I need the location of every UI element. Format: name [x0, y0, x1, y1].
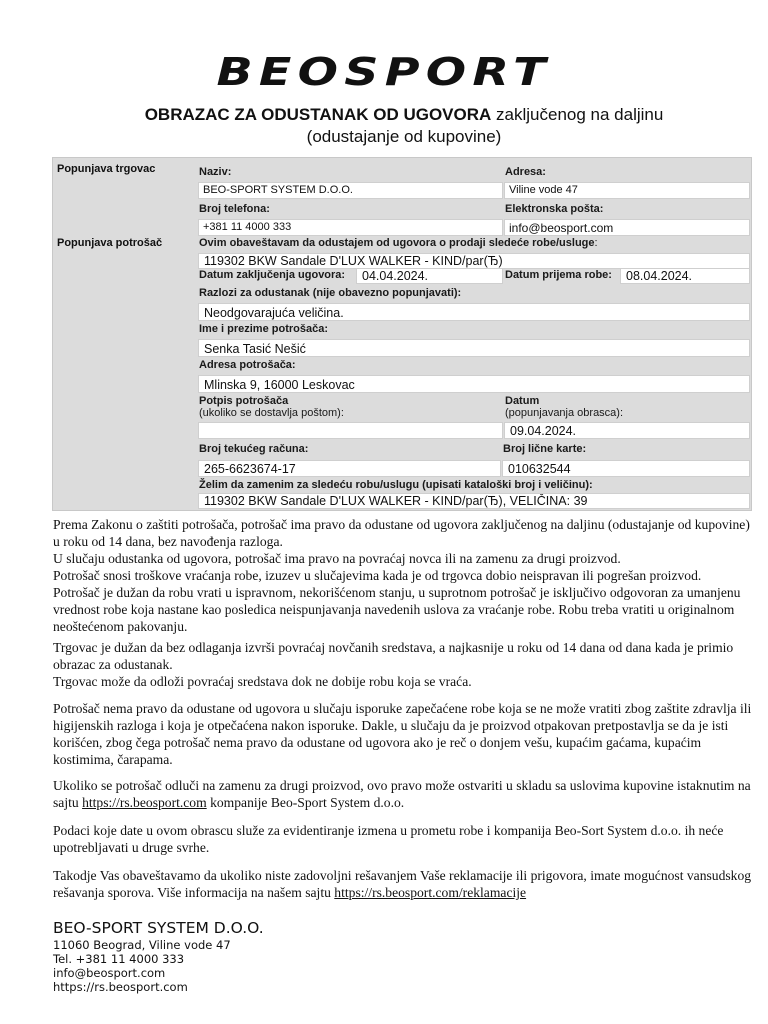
item-field[interactable]: 119302 BKW Sandale D'LUX WALKER - KIND/par(Ђ)	[198, 253, 750, 269]
reason-label: Razlozi za odustanak (nije obavezno popunjavati):	[199, 287, 462, 299]
terms-paragraph: Ukoliko se potrošač odluči na zamenu za drugi proizvod, ovo pravo može ostvariti u skladu sa uslovima kupovine istaknutim na sajtu https://rs.beosport.com kompanije Beo-Sport System d.o.o.	[53, 778, 751, 810]
name-field[interactable]: Senka Tasić Nešić	[198, 339, 750, 357]
name-label: Ime i prezime potrošača:	[199, 323, 328, 335]
adresa-field[interactable]: Viline vode 47	[504, 182, 750, 199]
exchange-field[interactable]: 119302 BKW Sandale D'LUX WALKER - KIND/par(Ђ), VELIČINA: 39	[198, 493, 750, 509]
footer-web: https://rs.beosport.com	[53, 980, 188, 994]
terms-paragraph: Podaci koje date u ovom obrascu služe za evidentiranje izmena u prometu robe i kompanija Beo-Sort System d.o.o. ih neće upotrebljavati u druge svrhe.	[53, 823, 724, 855]
date-field[interactable]: 09.04.2024.	[504, 422, 750, 439]
terms-paragraph: Trgovac je dužan da bez odlaganja izvrši povraćaj novčanih sredstava, a najkasnije u roku od 14 dana od dana kada je primio obrazac za odustanak.	[53, 640, 734, 672]
date-receipt-field[interactable]: 08.04.2024.	[620, 268, 750, 284]
reason-field[interactable]: Neodgovarajuća veličina.	[198, 303, 750, 321]
terms-paragraph: Potrošač je dužan da robu vrati u ispravnom, nekorišćenom stanju, u suprotnom potrošač je isključivo odgovoran za umanjenu vrednost robe koja nastane kao posledica neispunjavanja navedenih uslova za vraćanje robe. Robu treba vratiti u originalnom neoštećenom pakovanju.	[53, 585, 741, 634]
footer	[53, 918, 264, 994]
exchange-label: Želim da zamenim za sledeću robu/uslugu (upisati kataloški broj i veličinu):	[199, 479, 593, 491]
adresa-label: Adresa:	[505, 166, 546, 178]
id-label: Broj lične karte:	[503, 443, 587, 455]
terms-section-3	[53, 700, 753, 768]
terms-section-4	[53, 777, 753, 811]
date-note: (popunjavanja obrasca):	[505, 407, 624, 419]
id-field[interactable]: 010632544	[502, 460, 750, 477]
page-title	[40, 104, 768, 148]
terms-paragraph: Trgovac može da odloži povraćaj sredstava dok ne dobije robu koja se vraća.	[53, 674, 472, 689]
date-receipt-label: Datum prijema robe:	[505, 269, 612, 281]
terms-paragraph: Potrošač nema pravo da odustane od ugovora u slučaju isporuke zapečaćene robe koja se ne može vratiti zbog zaštite zdravlja ili higijenskih razloga i koja je otpečaćena nakon isporuke. Dakle, u slučaju da je proizvod otpakovan pretpostavlja se da je isti korišćen, zbog čega potrošač nema pravo da odustane od ugovora ako je reč o donjem vešu, kupaćim gaćama, kupaćim kostimima, čarapama.	[53, 701, 752, 767]
terms-section-6	[53, 867, 753, 901]
signature-field[interactable]	[198, 422, 503, 439]
email-field[interactable]: info@beosport.com	[504, 219, 750, 236]
title-rest: zaključenog na daljinu	[491, 105, 664, 124]
side-label-merchant: Popunjava trgovac	[57, 163, 156, 175]
account-label: Broj tekućeg računa:	[199, 443, 309, 455]
terms-section-2	[53, 639, 753, 690]
terms-paragraph: Potrošač snosi troškove vraćanja robe, izuzev u slučajevima kada je od trgovca dobio neispravan ili pogrešan proizvod.	[53, 568, 702, 583]
footer-tel: Tel. +381 11 4000 333	[53, 952, 185, 966]
account-field[interactable]: 265-6623674-17	[198, 460, 501, 477]
terms-paragraph: U slučaju odustanka od ugovora, potrošač ima pravo na povraćaj novca ili na zamenu za drugi proizvod.	[53, 551, 621, 566]
signature-label: Potpis potrošača	[199, 395, 289, 407]
terms-paragraph: Prema Zakonu o zaštiti potrošača, potrošač ima pravo da odustane od ugovora zaključenog na daljinu (odustajanje od kupovine) u roku od 14 dana, bez navođenja razloga.	[53, 517, 750, 549]
naziv-field[interactable]: BEO-SPORT SYSTEM D.O.O.	[198, 182, 503, 199]
date-label: Datum	[505, 395, 540, 407]
signature-note: (ukoliko se dostavlja poštom):	[199, 407, 344, 419]
footer-email: info@beosport.com	[53, 966, 166, 980]
date-contract-label: Datum zaključenja ugovora:	[199, 269, 346, 281]
terms-section-5	[53, 822, 753, 856]
beosport-site-link[interactable]: https://rs.beosport.com	[82, 795, 207, 810]
telefon-field[interactable]: +381 11 4000 333	[198, 219, 503, 236]
email-label: Elektronska pošta:	[505, 203, 604, 215]
withdrawal-form	[52, 157, 752, 511]
terms-paragraph: Takodje Vas obaveštavamo da ukoliko niste zadovoljni rešavanjem Vaše reklamacije ili prigovora, imate mogućnost vansudskog rešavanja sporova. Više informacija na našem sajtu https://rs.beosport.com/reklamacije	[53, 868, 752, 900]
complaints-link[interactable]: https://rs.beosport.com/reklamacije	[334, 885, 527, 900]
footer-company: BEO-SPORT SYSTEM D.O.O.	[53, 919, 264, 937]
side-label-consumer: Popunjava potrošač	[57, 237, 163, 249]
date-contract-field[interactable]: 04.04.2024.	[356, 268, 503, 284]
title-bold: OBRAZAC ZA ODUSTANAK OD UGOVORA	[144, 105, 492, 124]
statement-label: Ovim obaveštavam da odustajem od ugovora o prodaji sledeće robe/usluge:	[199, 237, 598, 249]
naziv-label: Naziv:	[199, 166, 232, 178]
address-label: Adresa potrošača:	[199, 359, 296, 371]
beosport-logo: BEOSPORT	[216, 50, 552, 94]
address-field[interactable]: Mlinska 9, 16000 Leskovac	[198, 375, 750, 393]
footer-address: 11060 Beograd, Viline vode 47	[53, 938, 231, 952]
title-line2: (odustajanje od kupovine)	[306, 127, 502, 146]
terms-section-1	[53, 516, 753, 635]
telefon-label: Broj telefona:	[199, 203, 270, 215]
